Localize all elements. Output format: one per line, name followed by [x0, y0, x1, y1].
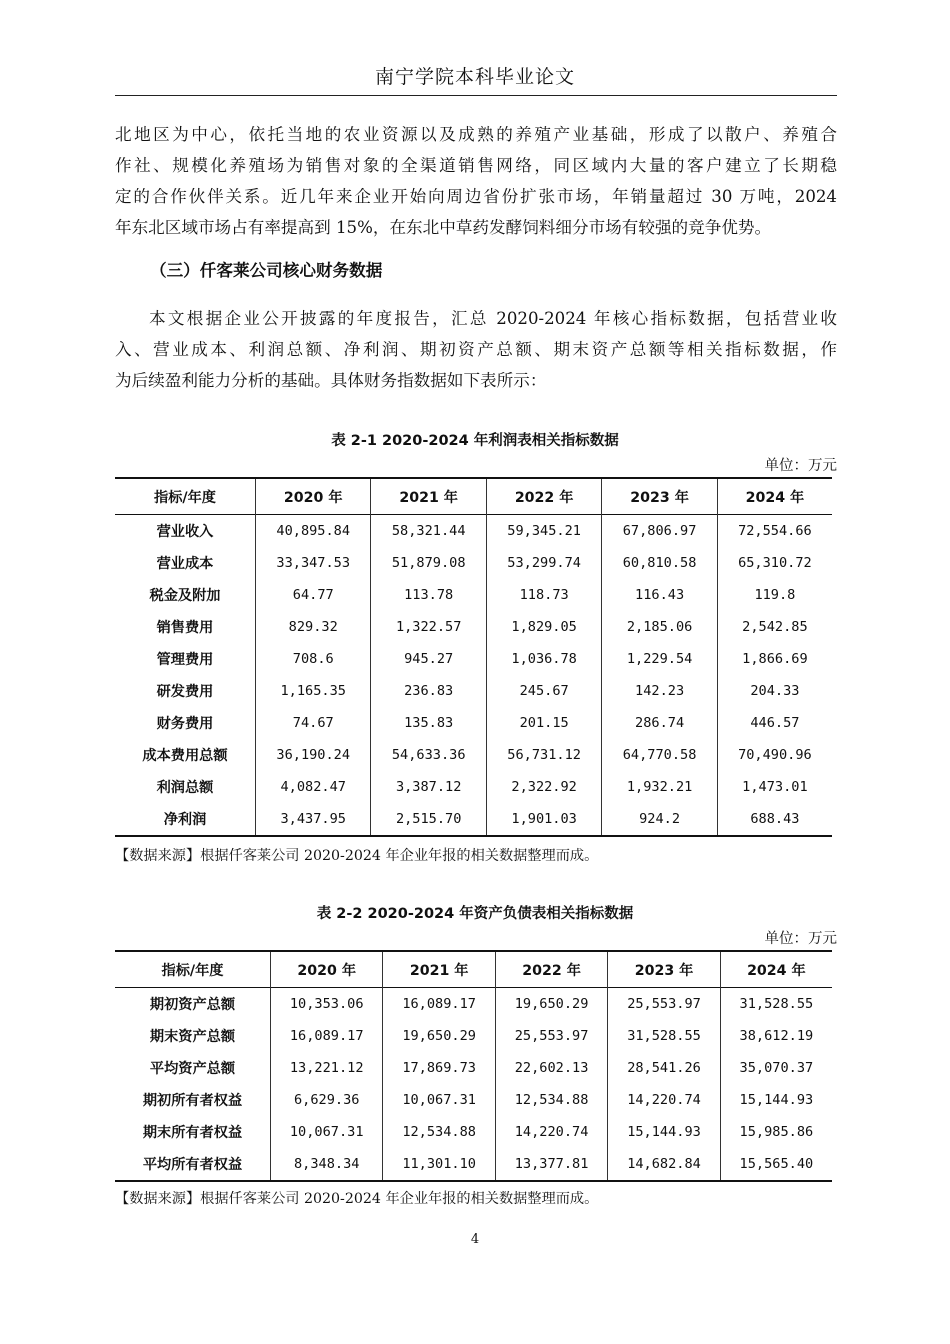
- value-cell: 10,353.06: [271, 988, 383, 1021]
- column-header: 2020 年: [256, 478, 371, 515]
- value-cell: 54,633.36: [371, 739, 486, 771]
- value-cell: 59,345.21: [486, 515, 601, 548]
- table1-caption: 表 2-1 2020-2024 年利润表相关指标数据: [331, 433, 619, 449]
- column-header: 2020 年: [271, 951, 383, 988]
- value-cell: 15,985.86: [720, 1116, 832, 1148]
- column-header: 2022 年: [495, 951, 607, 988]
- value-cell: 1,322.57: [371, 611, 486, 643]
- value-cell: 13,221.12: [271, 1052, 383, 1084]
- value-cell: 2,542.85: [717, 611, 832, 643]
- value-cell: 119.8: [717, 579, 832, 611]
- value-cell: 11,301.10: [383, 1148, 495, 1181]
- value-cell: 15,144.93: [608, 1116, 720, 1148]
- value-cell: 31,528.55: [720, 988, 832, 1021]
- value-cell: 10,067.31: [383, 1084, 495, 1116]
- value-cell: 135.83: [371, 707, 486, 739]
- intro-line: 北地区为中心，依托当地的农业资源以及成熟的养殖产业基础，形成了以散户、养殖合: [115, 125, 837, 144]
- column-header: 2024 年: [717, 478, 832, 515]
- value-cell: 10,067.31: [271, 1116, 383, 1148]
- page-number: 4: [470, 1232, 480, 1247]
- column-header: 2023 年: [602, 478, 717, 515]
- value-cell: 38,612.19: [720, 1020, 832, 1052]
- value-cell: 446.57: [717, 707, 832, 739]
- value-cell: 4,082.47: [256, 771, 371, 803]
- intro-paragraph: [115, 119, 837, 243]
- value-cell: 19,650.29: [495, 988, 607, 1021]
- table-row: [115, 771, 832, 803]
- value-cell: 1,932.21: [602, 771, 717, 803]
- value-cell: 945.27: [371, 643, 486, 675]
- section-heading: （三）仟客莱公司核心财务数据: [150, 261, 383, 280]
- header-rule: [115, 95, 837, 96]
- value-cell: 22,602.13: [495, 1052, 607, 1084]
- table-row: [115, 1084, 832, 1116]
- value-cell: 236.83: [371, 675, 486, 707]
- value-cell: 51,879.08: [371, 547, 486, 579]
- value-cell: 6,629.36: [271, 1084, 383, 1116]
- intro-line: 作社、规模化养殖场为销售对象的全渠道销售网络，同区域内大量的客户建立了长期稳: [115, 156, 837, 175]
- value-cell: 1,036.78: [486, 643, 601, 675]
- value-cell: 25,553.97: [608, 988, 720, 1021]
- row-label-cell: 成本费用总额: [115, 739, 256, 771]
- row-label-cell: 平均资产总额: [115, 1052, 271, 1084]
- value-cell: 64.77: [256, 579, 371, 611]
- table-row: [115, 611, 832, 643]
- value-cell: 118.73: [486, 579, 601, 611]
- value-cell: 36,190.24: [256, 739, 371, 771]
- value-cell: 1,165.35: [256, 675, 371, 707]
- column-header: 指标/年度: [115, 478, 256, 515]
- value-cell: 15,144.93: [720, 1084, 832, 1116]
- table-row: [115, 803, 832, 836]
- table1-unit: 单位：万元: [764, 458, 837, 474]
- value-cell: 12,534.88: [495, 1084, 607, 1116]
- value-cell: 1,829.05: [486, 611, 601, 643]
- value-cell: 8,348.34: [271, 1148, 383, 1181]
- value-cell: 17,869.73: [383, 1052, 495, 1084]
- row-label-cell: 利润总额: [115, 771, 256, 803]
- table-row: [115, 1148, 832, 1181]
- value-cell: 14,682.84: [608, 1148, 720, 1181]
- row-label-cell: 期末资产总额: [115, 1020, 271, 1052]
- value-cell: 40,895.84: [256, 515, 371, 548]
- column-header: 2022 年: [486, 478, 601, 515]
- body-paragraph: [115, 303, 837, 396]
- table2-source-note: 【数据来源】根据仟客莱公司 2020-2024 年企业年报的相关数据整理而成。: [115, 1191, 599, 1207]
- table-row: [115, 547, 832, 579]
- value-cell: 16,089.17: [383, 988, 495, 1021]
- intro-line: 年东北区域市场占有率提高到 15%，在东北中草药发酵饲料细分市场有较强的竞争优势。: [115, 218, 772, 237]
- value-cell: 28,541.26: [608, 1052, 720, 1084]
- intro-line: 定的合作伙伴关系。近几年来企业开始向周边省份扩张市场，年销量超过 30 万吨，2024: [115, 187, 837, 206]
- table-row: [115, 515, 832, 548]
- body-line: 入、营业成本、利润总额、净利润、期初资产总额、期末资产总额等相关指标数据，作: [115, 340, 837, 359]
- value-cell: 924.2: [602, 803, 717, 836]
- value-cell: 116.43: [602, 579, 717, 611]
- value-cell: 53,299.74: [486, 547, 601, 579]
- row-label-cell: 平均所有者权益: [115, 1148, 271, 1181]
- value-cell: 25,553.97: [495, 1020, 607, 1052]
- value-cell: 3,387.12: [371, 771, 486, 803]
- value-cell: 67,806.97: [602, 515, 717, 548]
- value-cell: 15,565.40: [720, 1148, 832, 1181]
- column-header: 指标/年度: [115, 951, 271, 988]
- row-label-cell: 期初资产总额: [115, 988, 271, 1021]
- table-header-row: [115, 478, 832, 515]
- value-cell: 2,322.92: [486, 771, 601, 803]
- value-cell: 60,810.58: [602, 547, 717, 579]
- income-statement-table: [115, 477, 832, 837]
- value-cell: 16,089.17: [271, 1020, 383, 1052]
- row-label-cell: 研发费用: [115, 675, 256, 707]
- table-row: [115, 579, 832, 611]
- value-cell: 65,310.72: [717, 547, 832, 579]
- balance-sheet-table: [115, 950, 832, 1182]
- value-cell: 58,321.44: [371, 515, 486, 548]
- value-cell: 829.32: [256, 611, 371, 643]
- value-cell: 708.6: [256, 643, 371, 675]
- value-cell: 56,731.12: [486, 739, 601, 771]
- row-label-cell: 税金及附加: [115, 579, 256, 611]
- value-cell: 113.78: [371, 579, 486, 611]
- value-cell: 74.67: [256, 707, 371, 739]
- value-cell: 72,554.66: [717, 515, 832, 548]
- value-cell: 12,534.88: [383, 1116, 495, 1148]
- row-label-cell: 营业收入: [115, 515, 256, 548]
- table-row: [115, 1052, 832, 1084]
- value-cell: 142.23: [602, 675, 717, 707]
- row-label-cell: 期末所有者权益: [115, 1116, 271, 1148]
- table1-source-note: 【数据来源】根据仟客莱公司 2020-2024 年企业年报的相关数据整理而成。: [115, 848, 599, 864]
- value-cell: 688.43: [717, 803, 832, 836]
- value-cell: 286.74: [602, 707, 717, 739]
- table-row: [115, 1020, 832, 1052]
- value-cell: 70,490.96: [717, 739, 832, 771]
- row-label-cell: 净利润: [115, 803, 256, 836]
- table-row: [115, 675, 832, 707]
- table-row: [115, 739, 832, 771]
- running-header: 南宁学院本科毕业论文: [374, 66, 575, 88]
- value-cell: 1,229.54: [602, 643, 717, 675]
- column-header: 2023 年: [608, 951, 720, 988]
- value-cell: 3,437.95: [256, 803, 371, 836]
- row-label-cell: 管理费用: [115, 643, 256, 675]
- value-cell: 1,866.69: [717, 643, 832, 675]
- table-row: [115, 643, 832, 675]
- column-header: 2021 年: [371, 478, 486, 515]
- table2-unit: 单位：万元: [764, 931, 837, 947]
- body-line: 本文根据企业公开披露的年度报告，汇总 2020-2024 年核心指标数据，包括营业收: [149, 309, 837, 328]
- value-cell: 201.15: [486, 707, 601, 739]
- value-cell: 13,377.81: [495, 1148, 607, 1181]
- row-label-cell: 期初所有者权益: [115, 1084, 271, 1116]
- table2-caption: 表 2-2 2020-2024 年资产负债表相关指标数据: [316, 906, 634, 922]
- column-header: 2024 年: [720, 951, 832, 988]
- value-cell: 33,347.53: [256, 547, 371, 579]
- row-label-cell: 财务费用: [115, 707, 256, 739]
- value-cell: 204.33: [717, 675, 832, 707]
- row-label-cell: 销售费用: [115, 611, 256, 643]
- value-cell: 2,185.06: [602, 611, 717, 643]
- body-line: 为后续盈利能力分析的基础。具体财务指数据如下表所示：: [115, 371, 547, 390]
- value-cell: 64,770.58: [602, 739, 717, 771]
- value-cell: 19,650.29: [383, 1020, 495, 1052]
- value-cell: 1,473.01: [717, 771, 832, 803]
- value-cell: 14,220.74: [608, 1084, 720, 1116]
- value-cell: 35,070.37: [720, 1052, 832, 1084]
- column-header: 2021 年: [383, 951, 495, 988]
- table-row: [115, 1116, 832, 1148]
- value-cell: 31,528.55: [608, 1020, 720, 1052]
- value-cell: 1,901.03: [486, 803, 601, 836]
- value-cell: 2,515.70: [371, 803, 486, 836]
- row-label-cell: 营业成本: [115, 547, 256, 579]
- table-header-row: [115, 951, 832, 988]
- table-row: [115, 988, 832, 1021]
- value-cell: 14,220.74: [495, 1116, 607, 1148]
- value-cell: 245.67: [486, 675, 601, 707]
- table-row: [115, 707, 832, 739]
